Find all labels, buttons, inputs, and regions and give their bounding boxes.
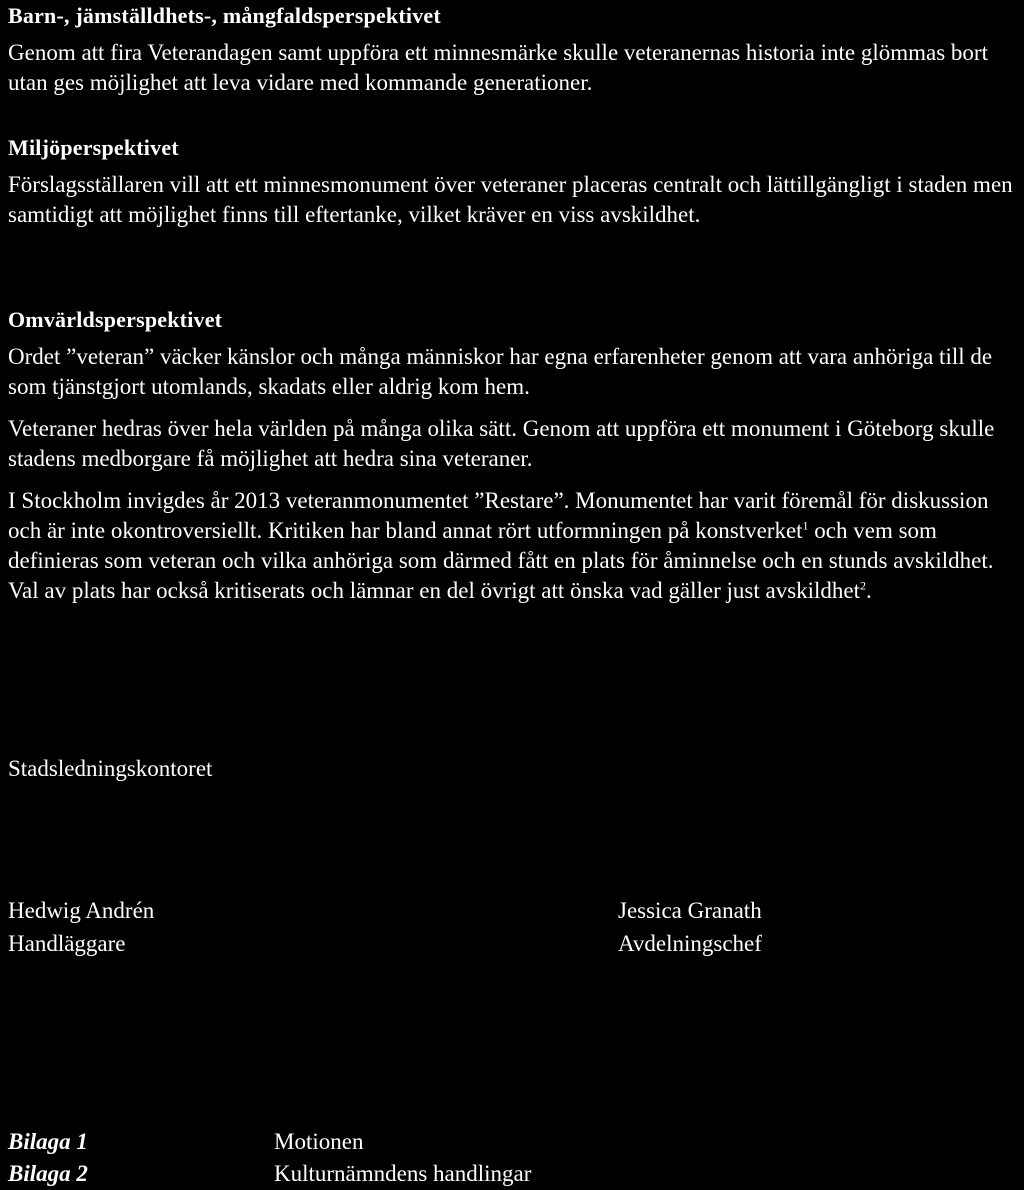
attachment-title: Kulturnämndens handlingar xyxy=(274,1161,532,1186)
attachment-title: Motionen xyxy=(274,1129,364,1154)
footnote-marker-2: 2 xyxy=(860,578,867,593)
attachment-label: Bilaga 1 xyxy=(8,1129,88,1154)
section-paragraph-stockholm xyxy=(8,486,1020,606)
signatory-title: Handläggare xyxy=(8,931,126,956)
section-omvarld xyxy=(8,306,1020,606)
footnote-marker-1: 1 xyxy=(802,518,809,533)
section-paragraph: Veteraner hedras över hela världen på många olika sätt. Genom att uppföra ett monument i Göteborg skulle stadens medborgare få möjlighet att hedra sina veteraner. xyxy=(8,416,995,471)
section-heading: Barn-, jämställdhets-, mångfaldsperspektivet xyxy=(8,3,441,28)
section-paragraph: Förslagsställaren vill att ett minnesmonument över veteraner placeras centralt och lättillgängligt i staden men samtidigt att möjlighet finns till eftertanke, vilket kräver en viss avskildhet. xyxy=(8,172,1013,227)
signatory-left xyxy=(8,894,154,960)
section-barn-jamstalldhet xyxy=(8,2,1020,98)
signatory-right xyxy=(618,894,762,960)
section-heading: Miljöperspektivet xyxy=(8,135,179,160)
signatory-title: Avdelningschef xyxy=(618,931,762,956)
stockholm-text-part3: . xyxy=(866,578,872,603)
section-heading: Omvärldsperspektivet xyxy=(8,307,223,332)
stockholm-text-part2: och vem som definieras som veteran och vilka anhöriga som därmed fått en plats för åminnelse och en stunds avskildhet. Val av plats har också kritiserats och lämnar en del övrigt att önska vad gäller just avskildhet xyxy=(8,518,994,603)
section-paragraph: Genom att fira Veterandagen samt uppföra ett minnesmärke skulle veteranernas historia inte glömmas bort utan ges möjlighet att leva vidare med kommande generationer. xyxy=(8,40,988,95)
section-paragraph: Ordet ”veteran” väcker känslor och många människor har egna erfarenheter genom att vara anhöriga till de som tjänstgjort utomlands, skadats eller aldrig kom hem. xyxy=(8,344,993,399)
section-miljo xyxy=(8,134,1020,230)
signatory-name: Hedwig Andrén xyxy=(8,898,155,923)
office-name: Stadsledningskontoret xyxy=(8,756,213,781)
stockholm-text-part1: I Stockholm invigdes år 2013 veteranmonumentet ”Restare”. Monumentet har varit föremål för diskussion och är inte okontroversiellt. Kritiken har bland annat rört utformningen på konstverket xyxy=(8,488,989,543)
attachment-label: Bilaga 2 xyxy=(8,1161,88,1186)
signatory-name: Jessica Granath xyxy=(618,898,762,923)
